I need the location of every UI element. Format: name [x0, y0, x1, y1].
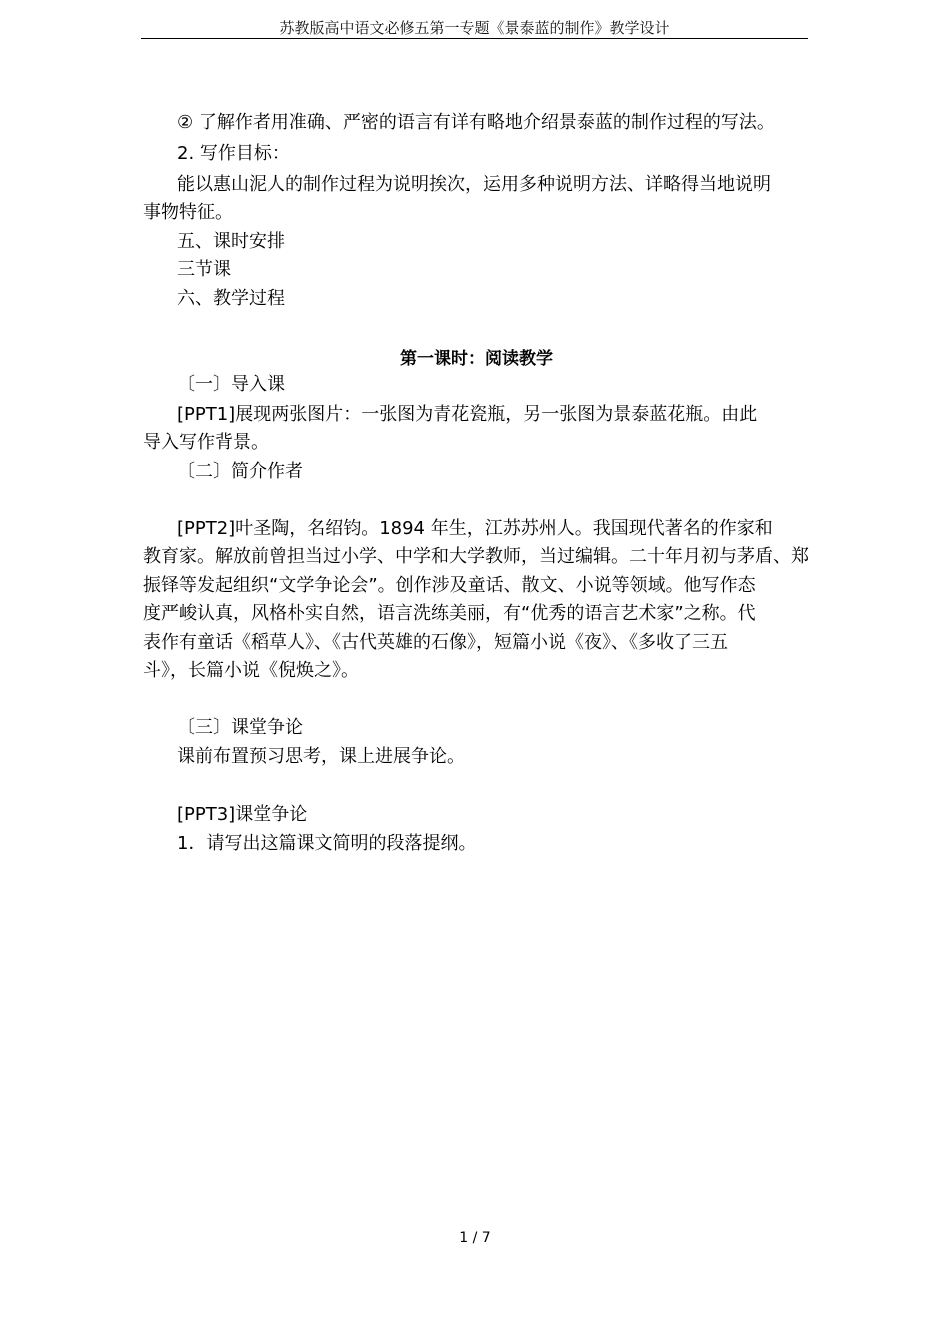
author-bio-line: 表作有童话《稻草人》、《古代英雄的石像》，短篇小说《夜》、《多收了三五	[143, 632, 728, 653]
schedule-heading: 五、课时安排	[177, 231, 285, 252]
writing-goal-text-cont: 事物特征。	[143, 202, 233, 223]
ppt3-label: [PPT3]课堂争论	[177, 804, 308, 825]
discussion-heading: 〔三〕课堂争论	[177, 717, 303, 738]
writing-goal-label: 2. 写作目标：	[177, 143, 290, 164]
process-heading: 六、教学过程	[177, 288, 285, 309]
author-bio-line: 斗》，长篇小说《倪焕之》。	[143, 660, 359, 681]
author-bio-line: 教育家。解放前曾担当过小学、中学和大学教师，当过编辑。二十年月初与茅盾、郑	[143, 546, 809, 567]
schedule-text: 三节课	[177, 259, 231, 280]
writing-goal-text: 能以惠山泥人的制作过程为说明挨次，运用多种说明方法、详略得当地说明	[177, 174, 771, 195]
ppt1-text-cont: 导入写作背景。	[143, 432, 269, 453]
intro-heading: 〔一〕导入课	[177, 374, 285, 395]
objective-line: ② 了解作者用准确、严密的语言有详有略地介绍景泰蓝的制作过程的写法。	[177, 112, 775, 133]
question-1: 1．请写出这篇课文简明的段落提纲。	[177, 833, 477, 854]
discussion-text: 课前布置预习思考，课上进展争论。	[177, 746, 465, 767]
author-bio-line: 度严峻认真，风格朴实自然，语言洗练美丽，有“优秀的语言艺术家”之称。代	[143, 603, 756, 624]
page-number: 1 / 7	[459, 1230, 491, 1246]
author-heading: 〔二〕简介作者	[177, 461, 303, 482]
author-bio-line: [PPT2]叶圣陶，名绍钧。1894 年生，江苏苏州人。我国现代著名的作家和	[177, 518, 773, 539]
ppt1-text: [PPT1]展现两张图片：一张图为青花瓷瓶，另一张图为景泰蓝花瓶。由此	[177, 404, 758, 425]
author-bio-line: 振铎等发起组织“文学争论会”。创作涉及童话、散文、小说等领域。他写作态	[143, 575, 756, 596]
lesson-heading: 第一课时：阅读教学	[400, 349, 553, 369]
page-header: 苏教版高中语文必修五第一专题《景泰蓝的制作》教学设计	[141, 18, 808, 39]
